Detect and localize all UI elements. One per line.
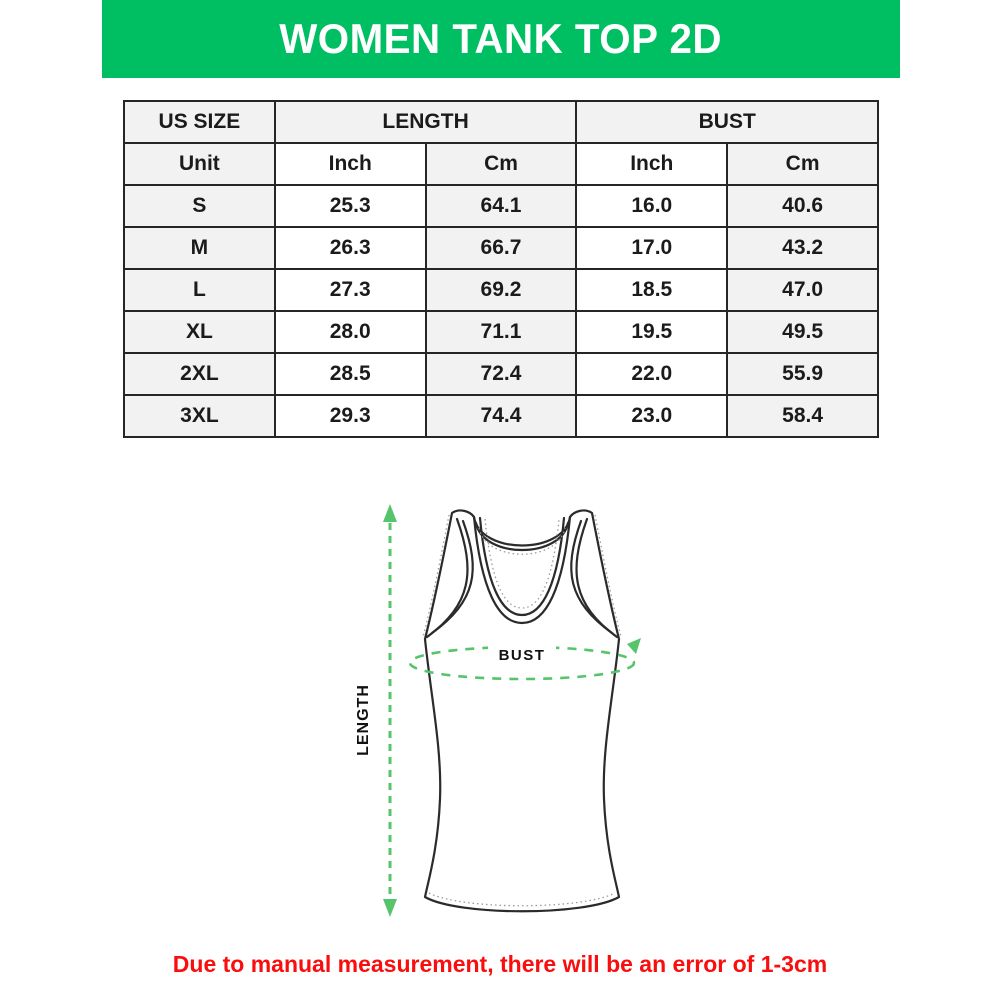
- cell-length-cm: 74.4: [426, 395, 577, 437]
- unit-bust-inch: Inch: [576, 143, 727, 185]
- cell-bust-cm: 47.0: [727, 269, 878, 311]
- cell-bust-inch: 18.5: [576, 269, 727, 311]
- page-title: WOMEN TANK TOP 2D: [279, 15, 723, 62]
- unit-length-inch: Inch: [275, 143, 426, 185]
- cell-length-inch: 28.5: [275, 353, 426, 395]
- table-header-row: [124, 101, 878, 143]
- bust-label: BUST: [498, 647, 546, 664]
- cell-length-inch: 29.3: [275, 395, 426, 437]
- cell-length-cm: 71.1: [426, 311, 577, 353]
- cell-bust-cm: 43.2: [727, 227, 878, 269]
- title-banner: [102, 0, 900, 78]
- table-unit-row: [124, 143, 878, 185]
- cell-size: M: [124, 227, 275, 269]
- unit-label: Unit: [124, 143, 275, 185]
- cell-bust-inch: 23.0: [576, 395, 727, 437]
- cell-bust-cm: 40.6: [727, 185, 878, 227]
- header-length: LENGTH: [275, 101, 577, 143]
- cell-size: L: [124, 269, 275, 311]
- cell-length-inch: 27.3: [275, 269, 426, 311]
- cell-length-cm: 72.4: [426, 353, 577, 395]
- unit-bust-cm: Cm: [727, 143, 878, 185]
- header-us-size: US SIZE: [124, 101, 275, 143]
- length-arrow: [383, 504, 397, 917]
- length-arrow-down-icon: [383, 899, 397, 917]
- table-row: [124, 227, 878, 269]
- cell-bust-inch: 16.0: [576, 185, 727, 227]
- table-row: [124, 269, 878, 311]
- bust-arrowhead-icon: [627, 638, 641, 654]
- cell-length-inch: 25.3: [275, 185, 426, 227]
- cell-length-inch: 28.0: [275, 311, 426, 353]
- tank-top-drawing: [425, 510, 619, 911]
- table-row: [124, 185, 878, 227]
- tank-top-diagram: [340, 497, 660, 937]
- cell-bust-cm: 49.5: [727, 311, 878, 353]
- table-row: [124, 395, 878, 437]
- table-row: [124, 353, 878, 395]
- cell-length-cm: 64.1: [426, 185, 577, 227]
- cell-bust-inch: 22.0: [576, 353, 727, 395]
- cell-length-inch: 26.3: [275, 227, 426, 269]
- cell-length-cm: 69.2: [426, 269, 577, 311]
- cell-size: XL: [124, 311, 275, 353]
- length-label: LENGTH: [355, 684, 372, 756]
- size-table: [123, 100, 879, 438]
- cell-size: 3XL: [124, 395, 275, 437]
- header-bust: BUST: [576, 101, 878, 143]
- cell-size: 2XL: [124, 353, 275, 395]
- cell-length-cm: 66.7: [426, 227, 577, 269]
- measurement-disclaimer: Due to manual measurement, there will be an error of 1-3cm: [172, 951, 828, 977]
- cell-bust-inch: 17.0: [576, 227, 727, 269]
- unit-length-cm: Cm: [426, 143, 577, 185]
- cell-bust-inch: 19.5: [576, 311, 727, 353]
- length-arrow-up-icon: [383, 504, 397, 522]
- tank-silhouette: [425, 510, 619, 911]
- table-row: [124, 311, 878, 353]
- cell-bust-cm: 55.9: [727, 353, 878, 395]
- cell-bust-cm: 58.4: [727, 395, 878, 437]
- cell-size: S: [124, 185, 275, 227]
